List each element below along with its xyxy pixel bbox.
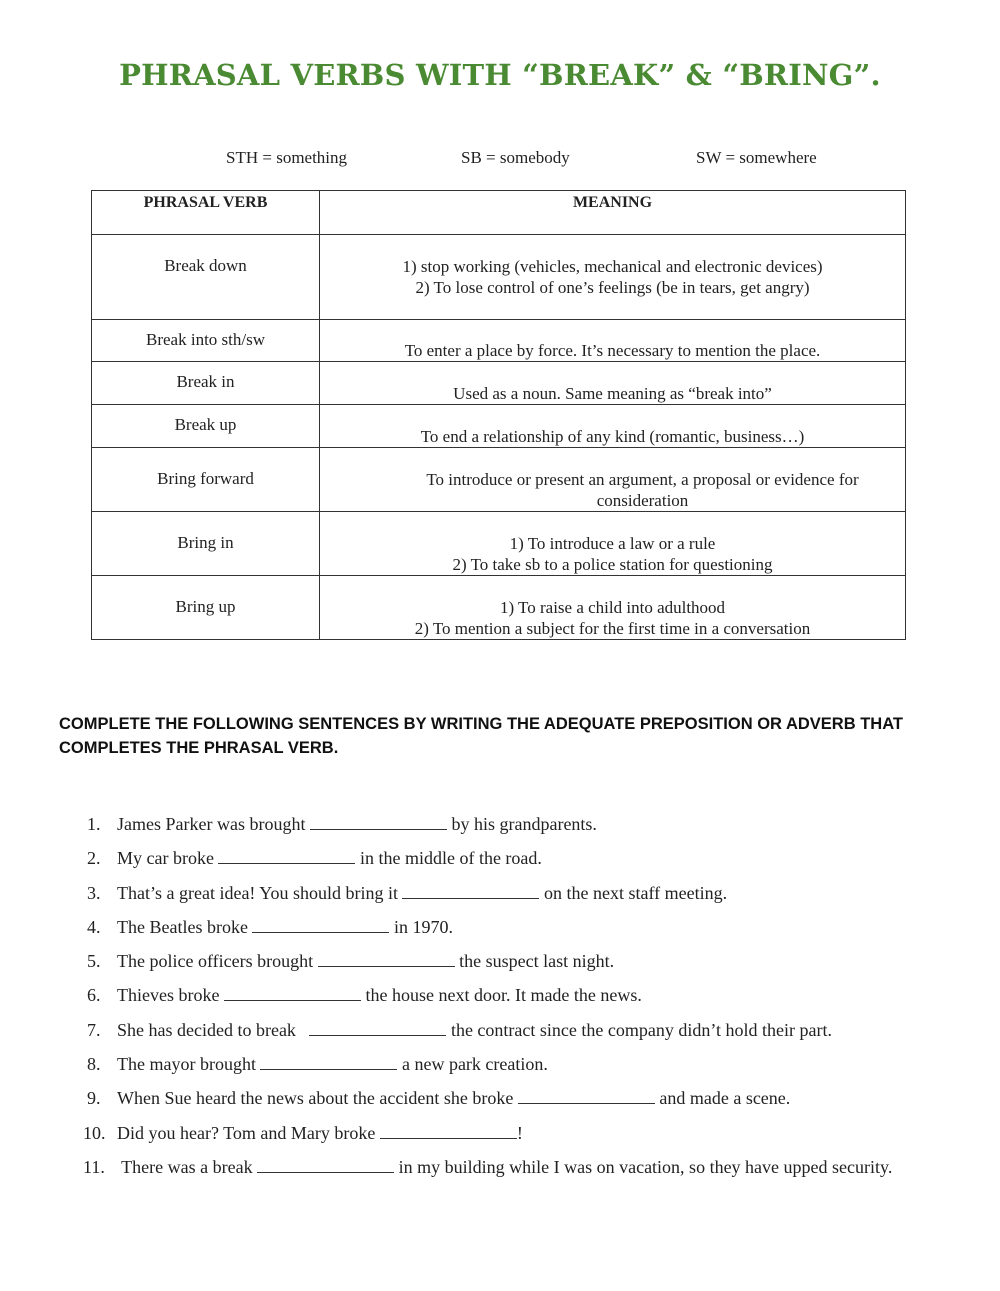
sentence-end: by his grandparents. (446, 814, 597, 834)
header-meaning: MEANING (320, 191, 906, 235)
verb-cell: Bring in (92, 512, 320, 576)
item-number: 8. (87, 1054, 101, 1075)
phrasal-verbs-table (91, 190, 906, 640)
meaning-cell (320, 362, 906, 405)
item-number: 7. (87, 1019, 101, 1040)
sentence-end: and made a scene. (654, 1088, 791, 1109)
item-number: 5. (87, 951, 101, 972)
table-row (92, 362, 906, 405)
item-number: 1. (87, 814, 101, 834)
meaning-line: Used as a noun. Same meaning as “break into” (453, 384, 772, 403)
meaning-line: 2) To take sb to a police station for questioning (452, 555, 773, 574)
list-item (85, 1150, 945, 1184)
list-item (85, 982, 945, 1016)
answer-blank[interactable] (310, 815, 447, 830)
list-item (85, 1051, 945, 1085)
answer-blank[interactable] (380, 1124, 517, 1139)
meaning-line: 2) To mention a subject for the first time in a conversation (414, 619, 811, 638)
exercise-instructions: COMPLETE THE FOLLOWING SENTENCES BY WRITING THE ADEQUATE PREPOSITION OR ADVERB THAT COMPLETES THE PHRASAL VERB. (59, 715, 903, 757)
table-row (92, 512, 906, 576)
table-row (92, 448, 906, 512)
sentence-end: a new park creation. (397, 1054, 548, 1075)
sentence-end: in the middle of the road. (355, 848, 542, 869)
abbreviation-sb: SB = somebody (461, 148, 570, 167)
item-number: 3. (87, 882, 101, 903)
answer-blank[interactable] (309, 1021, 446, 1036)
sentence-end: the contract since the company didn’t hold their part. (446, 1019, 832, 1040)
sentence-start: That’s a great idea! You should bring it (117, 882, 403, 903)
item-number: 9. (87, 1088, 101, 1109)
answer-blank[interactable] (252, 918, 389, 933)
item-number: 4. (87, 916, 101, 937)
meaning-line: 1) To raise a child into adulthood (499, 598, 726, 617)
sentence-start: Did you hear? Tom and Mary broke (117, 1122, 380, 1143)
answer-blank[interactable] (260, 1055, 397, 1070)
meaning-cell (320, 576, 906, 640)
list-item (85, 880, 945, 914)
exercise-list (85, 811, 945, 1184)
list-item (85, 948, 945, 982)
abbreviation-sw: SW = somewhere (696, 148, 817, 167)
item-number: 6. (87, 985, 101, 1006)
sentence-start: When Sue heard the news about the accident she broke (117, 1088, 518, 1109)
list-item (85, 1017, 945, 1051)
meaning-cell (320, 448, 906, 512)
answer-blank[interactable] (218, 849, 355, 864)
table-row (92, 405, 906, 448)
sentence-start: The police officers brought (117, 951, 318, 972)
meaning-cell (320, 320, 906, 362)
sentence-start: The mayor brought (117, 1054, 261, 1075)
answer-blank[interactable] (257, 1158, 394, 1173)
meaning-line: 1) To introduce a law or a rule (509, 534, 716, 553)
list-item (85, 811, 945, 845)
list-item (85, 845, 945, 879)
list-item (85, 1085, 945, 1119)
list-item (85, 914, 945, 948)
table-header-row (92, 191, 906, 235)
abbreviation-sth: STH = something (226, 148, 348, 167)
answer-blank[interactable] (318, 952, 455, 967)
item-number: 10. (83, 1122, 106, 1143)
table-row (92, 576, 906, 640)
sentence-end: ! (516, 1122, 523, 1143)
verb-cell: Bring up (92, 576, 320, 640)
answer-blank[interactable] (402, 884, 539, 899)
verb-cell: Break in (92, 362, 320, 405)
meaning-line: To enter a place by force. It’s necessary to mention the place. (404, 341, 821, 360)
sentence-start: There was a break (117, 1156, 258, 1177)
table-row (92, 320, 906, 362)
item-number: 2. (87, 848, 101, 869)
table-row (92, 235, 906, 320)
verb-cell: Break down (92, 235, 320, 320)
meaning-line: To end a relationship of any kind (romantic, business…) (420, 427, 805, 446)
sentence-end: on the next staff meeting. (539, 882, 728, 903)
meaning-cell (320, 235, 906, 320)
sentence-start: She has decided to break (117, 1019, 310, 1040)
meaning-cell (320, 512, 906, 576)
meaning-line: 1) stop working (vehicles, mechanical and electronic devices) (402, 257, 823, 276)
answer-blank[interactable] (518, 1089, 655, 1104)
item-number: 11. (83, 1156, 105, 1177)
list-item (85, 1120, 945, 1154)
sentence-start: James Parker was brought (117, 814, 310, 834)
sentence-end: in my building while I was on vacation, so they have upped security. (394, 1156, 893, 1177)
meaning-line: To introduce or present an argument, a proposal or evidence for consideration (426, 470, 859, 510)
verb-cell: Break into sth/sw (92, 320, 320, 362)
page-title: PHRASAL VERBS WITH “BREAK” & “BRING”. (119, 58, 881, 92)
answer-blank[interactable] (224, 986, 361, 1001)
sentence-start: The Beatles broke (117, 916, 253, 937)
verb-cell: Bring forward (92, 448, 320, 512)
header-phrasal-verb: PHRASAL VERB (92, 191, 320, 235)
meaning-cell (320, 405, 906, 448)
sentence-end: the house next door. It made the news. (360, 985, 642, 1006)
meaning-line: 2) To lose control of one’s feelings (be in tears, get angry) (415, 278, 810, 297)
sentence-end: the suspect last night. (454, 951, 615, 972)
sentence-start: Thieves broke (117, 985, 224, 1006)
sentence-start: My car broke (117, 848, 219, 869)
verb-cell: Break up (92, 405, 320, 448)
sentence-end: in 1970. (389, 916, 453, 937)
